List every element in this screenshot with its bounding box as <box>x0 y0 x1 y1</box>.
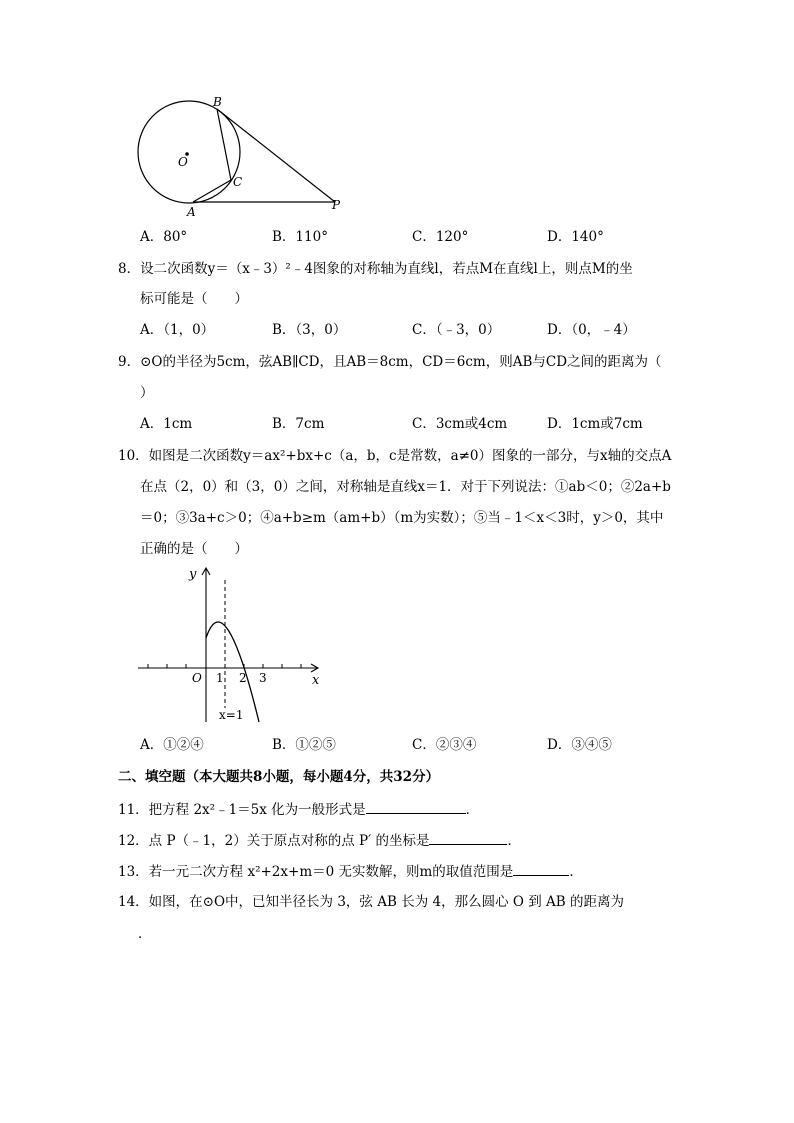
q7-option-d: D．140° <box>547 229 604 245</box>
q8-option-a: A．（1，0） <box>140 322 215 338</box>
q11-answer-blank[interactable] <box>366 799 466 814</box>
q10-line-4: 正确的是（ ） <box>140 541 248 557</box>
symmetry-label: x=1 <box>219 708 244 722</box>
parabola-curve <box>206 622 259 722</box>
tick-label-1: 1 <box>216 671 224 685</box>
label-o: O <box>178 155 188 169</box>
q9-option-b: B．7cm <box>272 416 325 432</box>
q12-answer-blank[interactable] <box>429 830 507 845</box>
q7-option-a: A．80° <box>140 229 188 245</box>
label-origin: O <box>192 671 202 685</box>
label-y: y <box>189 567 197 582</box>
label-x: x <box>312 673 320 688</box>
q8-option-d: D．（0，﹣4） <box>547 322 636 338</box>
q10-option-c: C．②③④ <box>412 737 477 753</box>
q8-line-2: 标可能是（ ） <box>140 291 248 307</box>
label-c: C <box>233 175 243 189</box>
chord-ca <box>193 180 231 202</box>
q7-option-b: B．110° <box>272 229 328 245</box>
q13-end: ． <box>569 864 583 880</box>
label-a: A <box>187 205 196 219</box>
tick-label-3: 3 <box>259 671 267 685</box>
q8-option-b: B．（3，0） <box>272 322 347 338</box>
q12-line <box>118 830 521 851</box>
label-p: P <box>332 198 341 212</box>
q13-text: 13．若一元二次方程 x²+2x+m＝0 无实数解，则m的取值范围是 <box>118 864 514 880</box>
q12-end: ． <box>507 833 521 849</box>
parabola-graph <box>130 562 330 722</box>
circle-tangent-figure <box>125 92 345 222</box>
q11-line <box>118 799 479 820</box>
q10-line-1: 10．如图是二次函数y＝ax²+bx+c（a，b，c是常数，a≠0）图象的一部分，与x轴的交点A <box>118 448 672 464</box>
q9-line-1: 9．⊙O的半径为5cm，弦AB∥CD，且AB＝8cm，CD＝6cm，则AB与CD之间的距离为（ <box>118 354 662 370</box>
q10-line-3: ＝0；③3a+c＞0；④a+b≥m（am+b）（m为实数）；⑤当﹣1＜x＜3时，y＞0，其中 <box>140 510 664 526</box>
label-b: B <box>213 95 222 109</box>
q13-answer-blank[interactable] <box>513 861 569 876</box>
q9-option-a: A．1cm <box>140 416 193 432</box>
q10-option-b: B．①②⑤ <box>272 737 336 753</box>
q8-option-c: C．（﹣3，0） <box>412 322 501 338</box>
q9-line-2: ） <box>140 385 154 401</box>
q14-line-2: ． <box>138 926 152 942</box>
q10-line-2: 在点（2，0）和（3，0）之间，对称轴是直线x＝1．对于下列说法：①ab＜0；②2a+b <box>140 479 671 495</box>
q13-line <box>118 861 583 882</box>
q8-line-1: 8．设二次函数y＝（x﹣3）²﹣4图象的对称轴为直线l，若点M在直线l上，则点M的坐 <box>118 261 633 277</box>
q9-option-c: C．3cm或4cm <box>412 416 508 432</box>
section-heading: 二、填空题（本大题共8小题，每小题4分，共32分） <box>118 769 440 785</box>
q11-text: 11．把方程 2x²﹣1＝5x 化为一般形式是 <box>118 802 366 818</box>
circle-o <box>138 101 243 203</box>
q7-option-c: C．120° <box>412 229 469 245</box>
q10-option-a: A．①②④ <box>140 737 204 753</box>
q9-option-d: D．1cm或7cm <box>547 416 643 432</box>
q14-line-1: 14．如图，在⊙O中，已知半径长为 3，弦 AB 长为 4，那么圆心 O 到 AB 的距离为 <box>118 894 624 910</box>
tick-label-2: 2 <box>239 671 247 685</box>
q12-text: 12．点 P（﹣1，2）关于原点对称的点 P′ 的坐标是 <box>118 833 430 849</box>
q10-option-d: D．③④⑤ <box>547 737 612 753</box>
q11-end: ． <box>465 802 480 818</box>
